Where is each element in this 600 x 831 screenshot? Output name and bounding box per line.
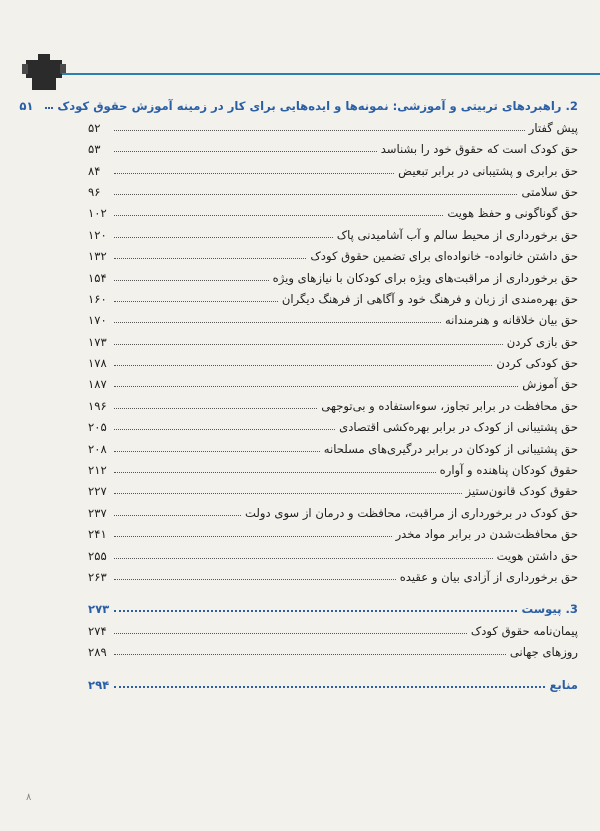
dot-leader — [114, 493, 462, 494]
entry-title: حق کودک است که حقوق خود را بشناسد — [380, 142, 578, 157]
toc-entry[interactable] — [88, 242, 578, 263]
toc-section-heading[interactable] — [88, 670, 578, 691]
toc-entry[interactable] — [88, 263, 578, 284]
page-number: ۵۲ — [88, 120, 101, 135]
page-number: ۲۷۴ — [88, 623, 107, 638]
page-number: ۱۲۰ — [88, 227, 107, 242]
page-number: ۹۶ — [88, 184, 101, 199]
toc-entry[interactable] — [88, 178, 578, 199]
toc-section-heading[interactable] — [88, 595, 578, 616]
entry-title: حق سلامتی — [521, 184, 578, 199]
page-number: ۲۳۷ — [88, 505, 107, 520]
dot-leader — [114, 365, 492, 366]
entry-title: پیمان‌نامه حقوق کودک — [470, 623, 578, 638]
toc-entry[interactable] — [88, 199, 578, 220]
toc-entry[interactable] — [88, 434, 578, 455]
page-number: ۱۳۲ — [88, 249, 107, 264]
entry-title: حق برخورداری از محیط سالم و آب آشامیدنی پاک — [336, 227, 578, 242]
toc-entry[interactable] — [88, 135, 578, 156]
entry-title: حق کودکی کردن — [496, 356, 578, 371]
dot-leader — [114, 472, 436, 473]
page-number-footer: ۸ — [26, 792, 32, 803]
entry-title: حقوق کودک قانون‌ستیز — [465, 484, 578, 499]
page-number: ۵۱ — [19, 99, 34, 114]
entry-title: حق پشتیبانی از کودک در برابر بهره‌کشی اقتصادی — [339, 420, 578, 435]
entry-title: حق بیان خلاقانه و هنرمندانه — [444, 313, 578, 328]
page-number: ۲۷۳ — [88, 602, 110, 617]
dot-leader — [114, 654, 506, 655]
dot-leader — [114, 237, 333, 238]
dot-leader — [114, 610, 517, 612]
dot-leader — [114, 322, 441, 323]
toc-entry[interactable] — [88, 520, 578, 541]
page-number: ۱۰۲ — [88, 206, 107, 221]
page-number: ۱۷۳ — [88, 334, 107, 349]
dot-leader — [114, 173, 394, 174]
page-number: ۲۸۹ — [88, 645, 107, 660]
toc-entry[interactable] — [88, 113, 578, 134]
dot-leader — [114, 451, 320, 452]
page-number: ۲۶۳ — [88, 569, 107, 584]
entry-title: حق برخورداری از مراقبت‌های ویژه برای کودکان با نیازهای ویژه — [272, 270, 578, 285]
dot-leader — [114, 558, 493, 559]
dot-leader — [114, 536, 392, 537]
dot-leader — [114, 515, 241, 516]
entry-title: حق کودک در برخورداری از مراقبت، محافظت و درمان از سوی دولت — [245, 505, 578, 520]
dot-leader — [45, 107, 53, 109]
entry-title: حق برخورداری از آزادی بیان و عقیده — [399, 569, 578, 584]
page-number: ۲۰۸ — [88, 441, 107, 456]
publisher-logo-icon — [22, 50, 66, 92]
page-number: ۲۰۵ — [88, 420, 107, 435]
entry-title: حق بهره‌مندی از زبان و فرهنگ خود و آگاهی از فرهنگ دیگران — [281, 291, 578, 306]
page-number: ۱۹۶ — [88, 398, 107, 413]
page-number: ۱۷۰ — [88, 313, 107, 328]
section-title: منابع — [549, 677, 578, 692]
toc-entry[interactable] — [88, 638, 578, 659]
dot-leader — [114, 258, 306, 259]
page-number: ۲۹۴ — [88, 677, 110, 692]
page-number: ۱۷۸ — [88, 356, 107, 371]
entry-title: حق داشتن هویت — [496, 548, 578, 563]
page-number: ۲۴۱ — [88, 527, 107, 542]
toc-entry[interactable] — [88, 349, 578, 370]
toc-entry[interactable] — [88, 498, 578, 519]
dot-leader — [114, 194, 517, 195]
dot-leader — [114, 215, 443, 216]
section-gap — [88, 659, 578, 670]
dot-leader — [114, 579, 396, 580]
entry-title: حق پشتیبانی از کودکان در برابر درگیری‌های مسلحانه — [323, 441, 578, 456]
dot-leader — [114, 686, 545, 688]
toc-entry[interactable] — [88, 616, 578, 637]
section-title: 2. راهبردهای تربیتی و آموزشی: نمونه‌ها و ایده‌هایی برای کار در زمینه آموزش حقوق کودک — [57, 99, 578, 114]
dot-leader — [114, 633, 467, 634]
toc-entry[interactable] — [88, 285, 578, 306]
page-number: ۱۶۰ — [88, 291, 107, 306]
entry-title: حقوق کودکان پناهنده و آواره — [439, 463, 578, 478]
toc-entry[interactable] — [88, 456, 578, 477]
dot-leader — [114, 130, 525, 131]
toc-entry[interactable] — [88, 327, 578, 348]
page-number: ۲۱۲ — [88, 463, 107, 478]
toc-entry[interactable] — [88, 156, 578, 177]
entry-title: حق برابری و پشتیبانی در برابر تبعیض — [398, 163, 578, 178]
page-number: ۲۵۵ — [88, 548, 107, 563]
toc-entry[interactable] — [88, 477, 578, 498]
entry-title: حق داشتن خانواده- خانواده‌ای برای تضمین حقوق کودک — [310, 249, 578, 264]
table-of-contents — [19, 92, 578, 692]
page-number: ۱۸۷ — [88, 377, 107, 392]
dot-leader — [114, 344, 503, 345]
header-rule — [62, 73, 600, 75]
dot-leader — [114, 429, 335, 430]
toc-entry[interactable] — [88, 541, 578, 562]
toc-entry[interactable] — [88, 391, 578, 412]
dot-leader — [114, 408, 317, 409]
page-number: ۵۳ — [88, 142, 101, 157]
entry-title: روزهای جهانی — [509, 645, 578, 660]
toc-entry[interactable] — [88, 306, 578, 327]
toc-section-heading[interactable] — [19, 92, 578, 114]
toc-entry[interactable] — [88, 220, 578, 241]
entry-title: حق گوناگونی و حفظ هویت — [447, 206, 578, 221]
page-number: ۸۴ — [88, 163, 101, 178]
dot-leader — [114, 301, 278, 302]
entry-title: حق محافظت در برابر تجاوز، سوءاستفاده و بی‌توجهی — [321, 398, 578, 413]
toc-entry[interactable] — [88, 370, 578, 391]
toc-entry[interactable] — [88, 413, 578, 434]
dot-leader — [114, 151, 377, 152]
page-number: ۱۵۴ — [88, 270, 107, 285]
entry-title: حق آموزش — [522, 377, 578, 392]
page-number: ۲۲۷ — [88, 484, 107, 499]
entry-title: پیش گفتار — [528, 120, 578, 135]
dot-leader — [114, 280, 269, 281]
section-gap — [88, 584, 578, 595]
dot-leader — [114, 386, 518, 387]
entry-title: حق محافظت‌شدن در برابر مواد مخدر — [395, 527, 578, 542]
toc-entry[interactable] — [88, 563, 578, 584]
section-title: 3. پیوست — [521, 602, 578, 617]
entry-title: حق بازی کردن — [506, 334, 578, 349]
